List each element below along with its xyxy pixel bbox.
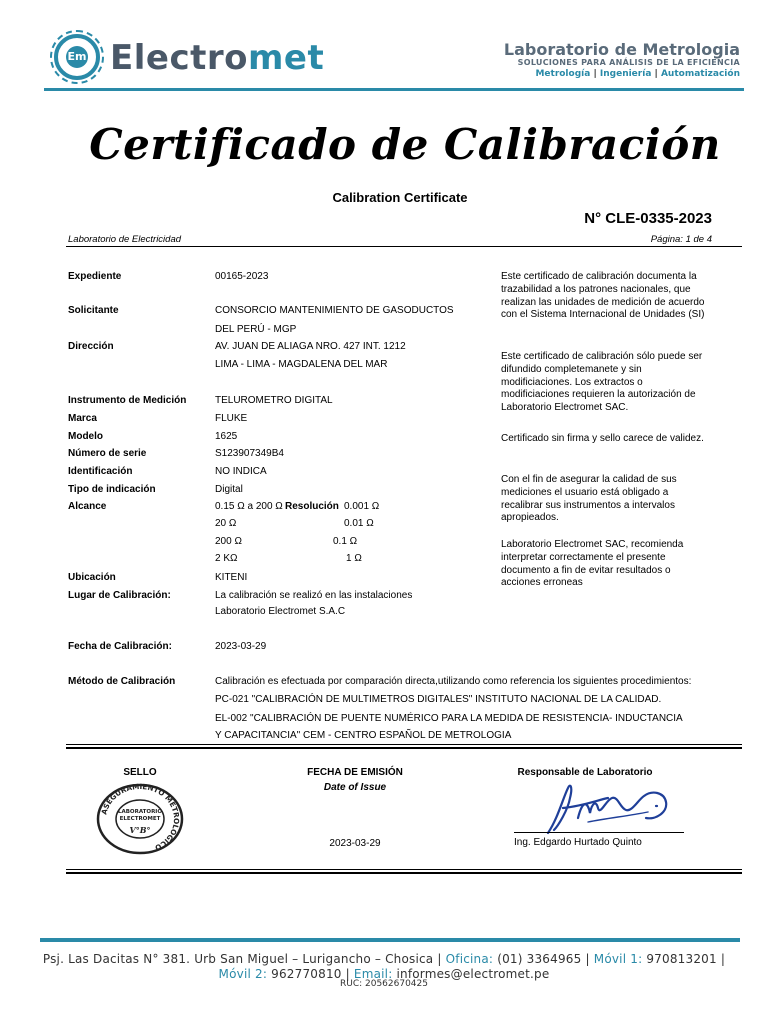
metodo-line-1: Calibración es efectuada por comparación directa,utilizando como referencia los siguientes procedimientos: [215,676,692,687]
area-separator: | [654,69,658,79]
value-lugar-2: Laboratorio Electromet S.A.C [215,606,346,617]
brand-part1: Electro [110,38,248,78]
brand-name [110,36,324,80]
certificate-title: Certificado de Calibración [89,120,721,169]
handwritten-signature [528,778,678,838]
footer-email-label: Email: [353,967,393,981]
signature-line [514,832,684,833]
label-alcance: Alcance [68,501,107,512]
signatures-divider-bottom [66,869,742,870]
alcance-range-4: 2 KΩ [215,553,238,564]
fecha-emision-value: 2023-03-29 [329,838,381,849]
value-ubicacion: KITENI [215,572,248,583]
alcance-res-4: 1 Ω [346,553,362,564]
footer-address-line [0,952,768,966]
area-metrologia: Metrología [535,69,591,79]
lab-title: Laboratorio de Metrologia [503,40,740,59]
label-ubicacion: Ubicación [68,572,116,583]
note-difusion: Este certificado de calibración sólo puede ser difundido completemanete y sin modificiaciones. Los extractos o modificiaciones requieren la autorización de Laboratorio Electromet SAC. [501,351,703,414]
signatures-divider-top [66,744,742,745]
alcance-res-3: 0.1 Ω [333,536,358,547]
value-serie: S123907349B4 [215,448,284,459]
value-expediente: 00165-2023 [215,271,269,282]
note-recalibrar: Con el fin de asegurar la calidad de sus mediciones el usuario está obligado a recalibrar sus instrumentos a intervalos apropieados. [501,474,677,524]
value-solicitante-1: CONSORCIO MANTENIMIENTO DE GASODUCTOS [215,305,454,316]
value-fecha-calibracion: 2023-03-29 [215,641,267,652]
footer-movil2-label: Móvil 2: [218,967,268,981]
footer-oficina: (01) 3364965 | [497,952,590,966]
logo-mark: Em [66,46,88,68]
label-instrumento: Instrumento de Medición [68,395,187,406]
value-marca: FLUKE [215,413,248,424]
note-recomendacion: Laboratorio Electromet SAC, recomienda interpretar correctamente el presente documento a fin de evitar resultados o acciones erroneas [501,539,684,589]
note-trazabilidad: Este certificado de calibración documenta la trazabilidad a los patrones nacionales, que realizan las unidades de medición de acuerdo con el Sistema Internacional de Unidades (SI) [501,271,705,321]
label-modelo: Modelo [68,431,103,442]
label-tipo-indicacion: Tipo de indicación [68,484,156,495]
label-expediente: Expediente [68,271,122,282]
certificate-subtitle: Calibration Certificate [332,190,468,205]
alcance-res-2: 0.01 Ω [344,518,374,529]
value-solicitante-2: DEL PERÚ - MGP [215,324,297,335]
value-direccion-1: AV. JUAN DE ALIAGA NRO. 427 INT. 1212 [215,341,406,352]
label-resolucion: Resolución [285,501,339,512]
value-lugar-1: La calibración se realizó en las instalaciones [215,590,413,601]
area-automatizacion: Automatización [660,69,740,79]
value-direccion-2: LIMA - LIMA - MAGDALENA DEL MAR [215,359,388,370]
fecha-emision-label: FECHA DE EMISIÓN [307,767,403,778]
date-of-issue-label: Date of Issue [323,782,387,793]
label-direccion: Dirección [68,341,114,352]
certificate-number: N° CLE-0335-2023 [584,210,712,227]
logo-emblem [54,34,100,80]
footer-address: Psj. Las Dacitas N° 381. Urb San Miguel – Lurigancho – Chosica | [42,952,442,966]
lab-tagline: SOLUCIONES PARA ANÁLISIS DE LA EFICIENCIA [517,58,740,67]
footer-movil1: 970813201 | [646,952,726,966]
lab-section: Laboratorio de Electricidad [68,234,182,245]
lab-areas [535,69,740,79]
seal-center-2: ELECTROMET [119,816,161,822]
value-tipo-indicacion: Digital [215,484,243,495]
label-marca: Marca [68,413,97,424]
seal-vb: V°B° [129,825,151,835]
footer-movil2: 962770810 | [271,967,350,981]
brand-part2: met [247,38,325,78]
value-modelo: 1625 [215,431,238,442]
value-identificacion: NO INDICA [215,466,267,477]
responsable-label: Responsable de Laboratorio [517,767,653,778]
value-instrumento: TELUROMETRO DIGITAL [215,395,333,406]
metodo-line-3: EL-002 "CALIBRACIÓN DE PUENTE NUMÉRICO PARA LA MEDIDA DE RESISTENCIA- INDUCTANCIA [215,713,683,724]
footer-ruc: RUC: 20562670425 [339,979,428,989]
sello-label: SELLO [123,767,157,778]
alcance-res-1: 0.001 Ω [344,501,380,512]
footer-email[interactable]: informes@electromet.pe [396,967,550,981]
label-lugar: Lugar de Calibración: [68,590,171,601]
alcance-range-2: 20 Ω [215,518,237,529]
seal-stamp [96,783,184,855]
label-serie: Número de serie [68,448,147,459]
label-metodo: Método de Calibración [68,676,176,687]
seal-ring-text: ASEGURAMIENTO METROLOGICO [99,783,182,853]
metodo-line-4: Y CAPACITANCIA" CEM - CENTRO ESPAÑOL DE METROLOGIA [215,730,512,741]
header-divider [44,88,744,91]
area-separator: | [593,69,597,79]
label-fecha-calibracion: Fecha de Calibración: [68,641,172,652]
section-divider [66,246,742,247]
signatures-divider-bottom-thick [66,872,742,874]
alcance-range-1: 0.15 Ω a 200 Ω [215,501,283,512]
seal-center-1: LABORATORIO [117,809,163,815]
footer-movil1-label: Móvil 1: [593,952,643,966]
signatures-divider-top-thick [66,747,742,749]
area-ingenieria: Ingeniería [599,69,652,79]
alcance-range-3: 200 Ω [215,536,242,547]
label-solicitante: Solicitante [68,305,119,316]
footer-oficina-label: Oficina: [445,952,494,966]
note-validez: Certificado sin firma y sello carece de validez. [501,433,704,444]
label-identificacion: Identificación [68,466,133,477]
page-number: Página: 1 de 4 [650,234,712,245]
responsable-name: Ing. Edgardo Hurtado Quinto [514,837,642,848]
footer-bar [40,938,740,942]
metodo-line-2: PC-021 "CALIBRACIÓN DE MULTIMETROS DIGITALES" INSTITUTO NACIONAL DE LA CALIDAD. [215,694,662,705]
